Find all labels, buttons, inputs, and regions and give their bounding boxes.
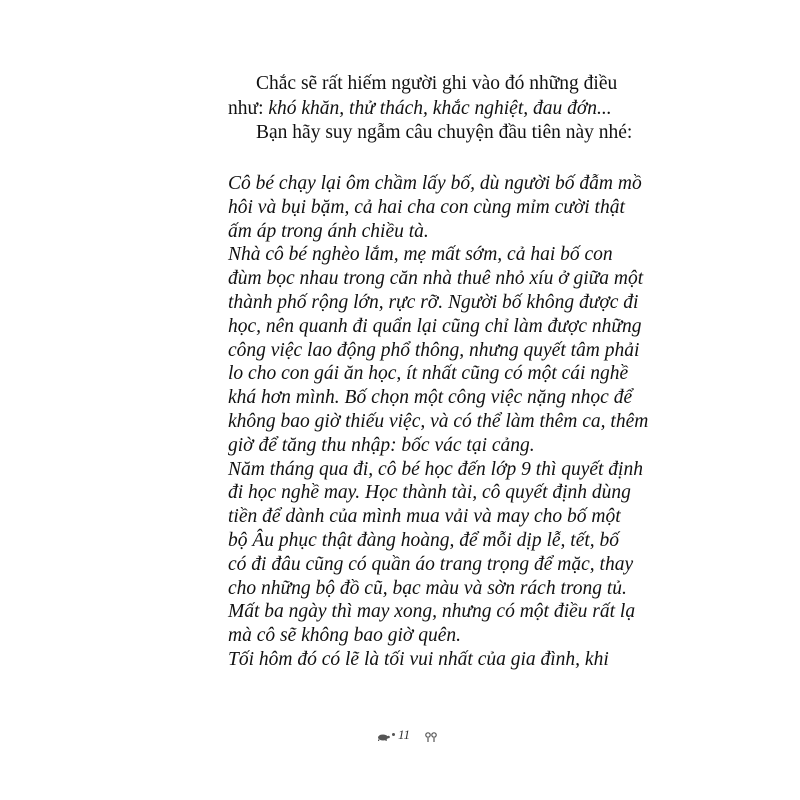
page-number: 11 [398, 727, 411, 742]
story-line: không bao giờ thiếu việc, và có thể làm thêm ca, thêm [228, 410, 649, 432]
story-line: đùm bọc nhau trong căn nhà thuê nhỏ xíu ở giữa một [228, 268, 644, 290]
story-line: giờ để tăng thu nhập: bốc vác tại cảng. [228, 434, 535, 456]
footer-dot [392, 733, 395, 736]
story-text [228, 172, 649, 672]
intro-line-normal: như: [228, 97, 269, 119]
story-line: học, nên quanh đi quẩn lại cũng chỉ làm được những [228, 315, 642, 337]
flower-ornament-icon [424, 731, 438, 743]
story-line: Cô bé chạy lại ôm chầm lấy bố, dù người bố đẫm mồ [228, 173, 642, 194]
intro-paragraph [228, 72, 633, 146]
story-line: ấm áp trong ánh chiều tà. [228, 220, 429, 242]
story-line: lo cho con gái ăn học, ít nhất cũng có một cái nghề [228, 363, 629, 385]
story-line: có đi đâu cũng có quần áo trang trọng để mặc, thay [228, 553, 634, 575]
intro-line: Chắc sẽ rất hiếm người ghi vào đó những điều [256, 73, 618, 94]
story-line: bộ Âu phục thật đàng hoàng, để mỗi dịp lễ, tết, bố [228, 529, 620, 551]
turtle-ornament-icon [376, 733, 390, 741]
story-line: công việc lao động phổ thông, nhưng quyết tâm phải [228, 339, 640, 361]
story-line: Mất ba ngày thì may xong, nhưng có một điều rất lạ [228, 601, 636, 623]
story-line: Tối hôm đó có lẽ là tối vui nhất của gia đình, khi [228, 648, 609, 670]
intro-line [228, 97, 612, 122]
story-line: tiền để dành của mình mua vải và may cho bố một [228, 506, 621, 528]
story-line: thành phố rộng lớn, rực rỡ. Người bố không được đi [228, 291, 639, 313]
story-line: hôi và bụi bặm, cả hai cha con cùng mỉm cười thật [228, 196, 625, 218]
story-line: cho những bộ đồ cũ, bạc màu và sờn rách trong tủ. [228, 577, 627, 599]
story-line: đi học nghề may. Học thành tài, cô quyết định dùng [228, 482, 631, 504]
page-footer [0, 727, 800, 747]
story-line: khá hơn mình. Bố chọn một công việc nặng nhọc để [228, 387, 633, 409]
intro-line-italic: khó khăn, thử thách, khắc nghiệt, đau đớn... [268, 97, 612, 119]
story-line: mà cô sẽ không bao giờ quên. [228, 625, 461, 647]
story-line: Nhà cô bé nghèo lắm, mẹ mất sớm, cả hai bố con [228, 244, 613, 266]
story-line: Năm tháng qua đi, cô bé học đến lớp 9 thì quyết định [228, 458, 643, 480]
intro-line: Bạn hãy suy ngẫm câu chuyện đầu tiên này nhé: [256, 122, 633, 143]
